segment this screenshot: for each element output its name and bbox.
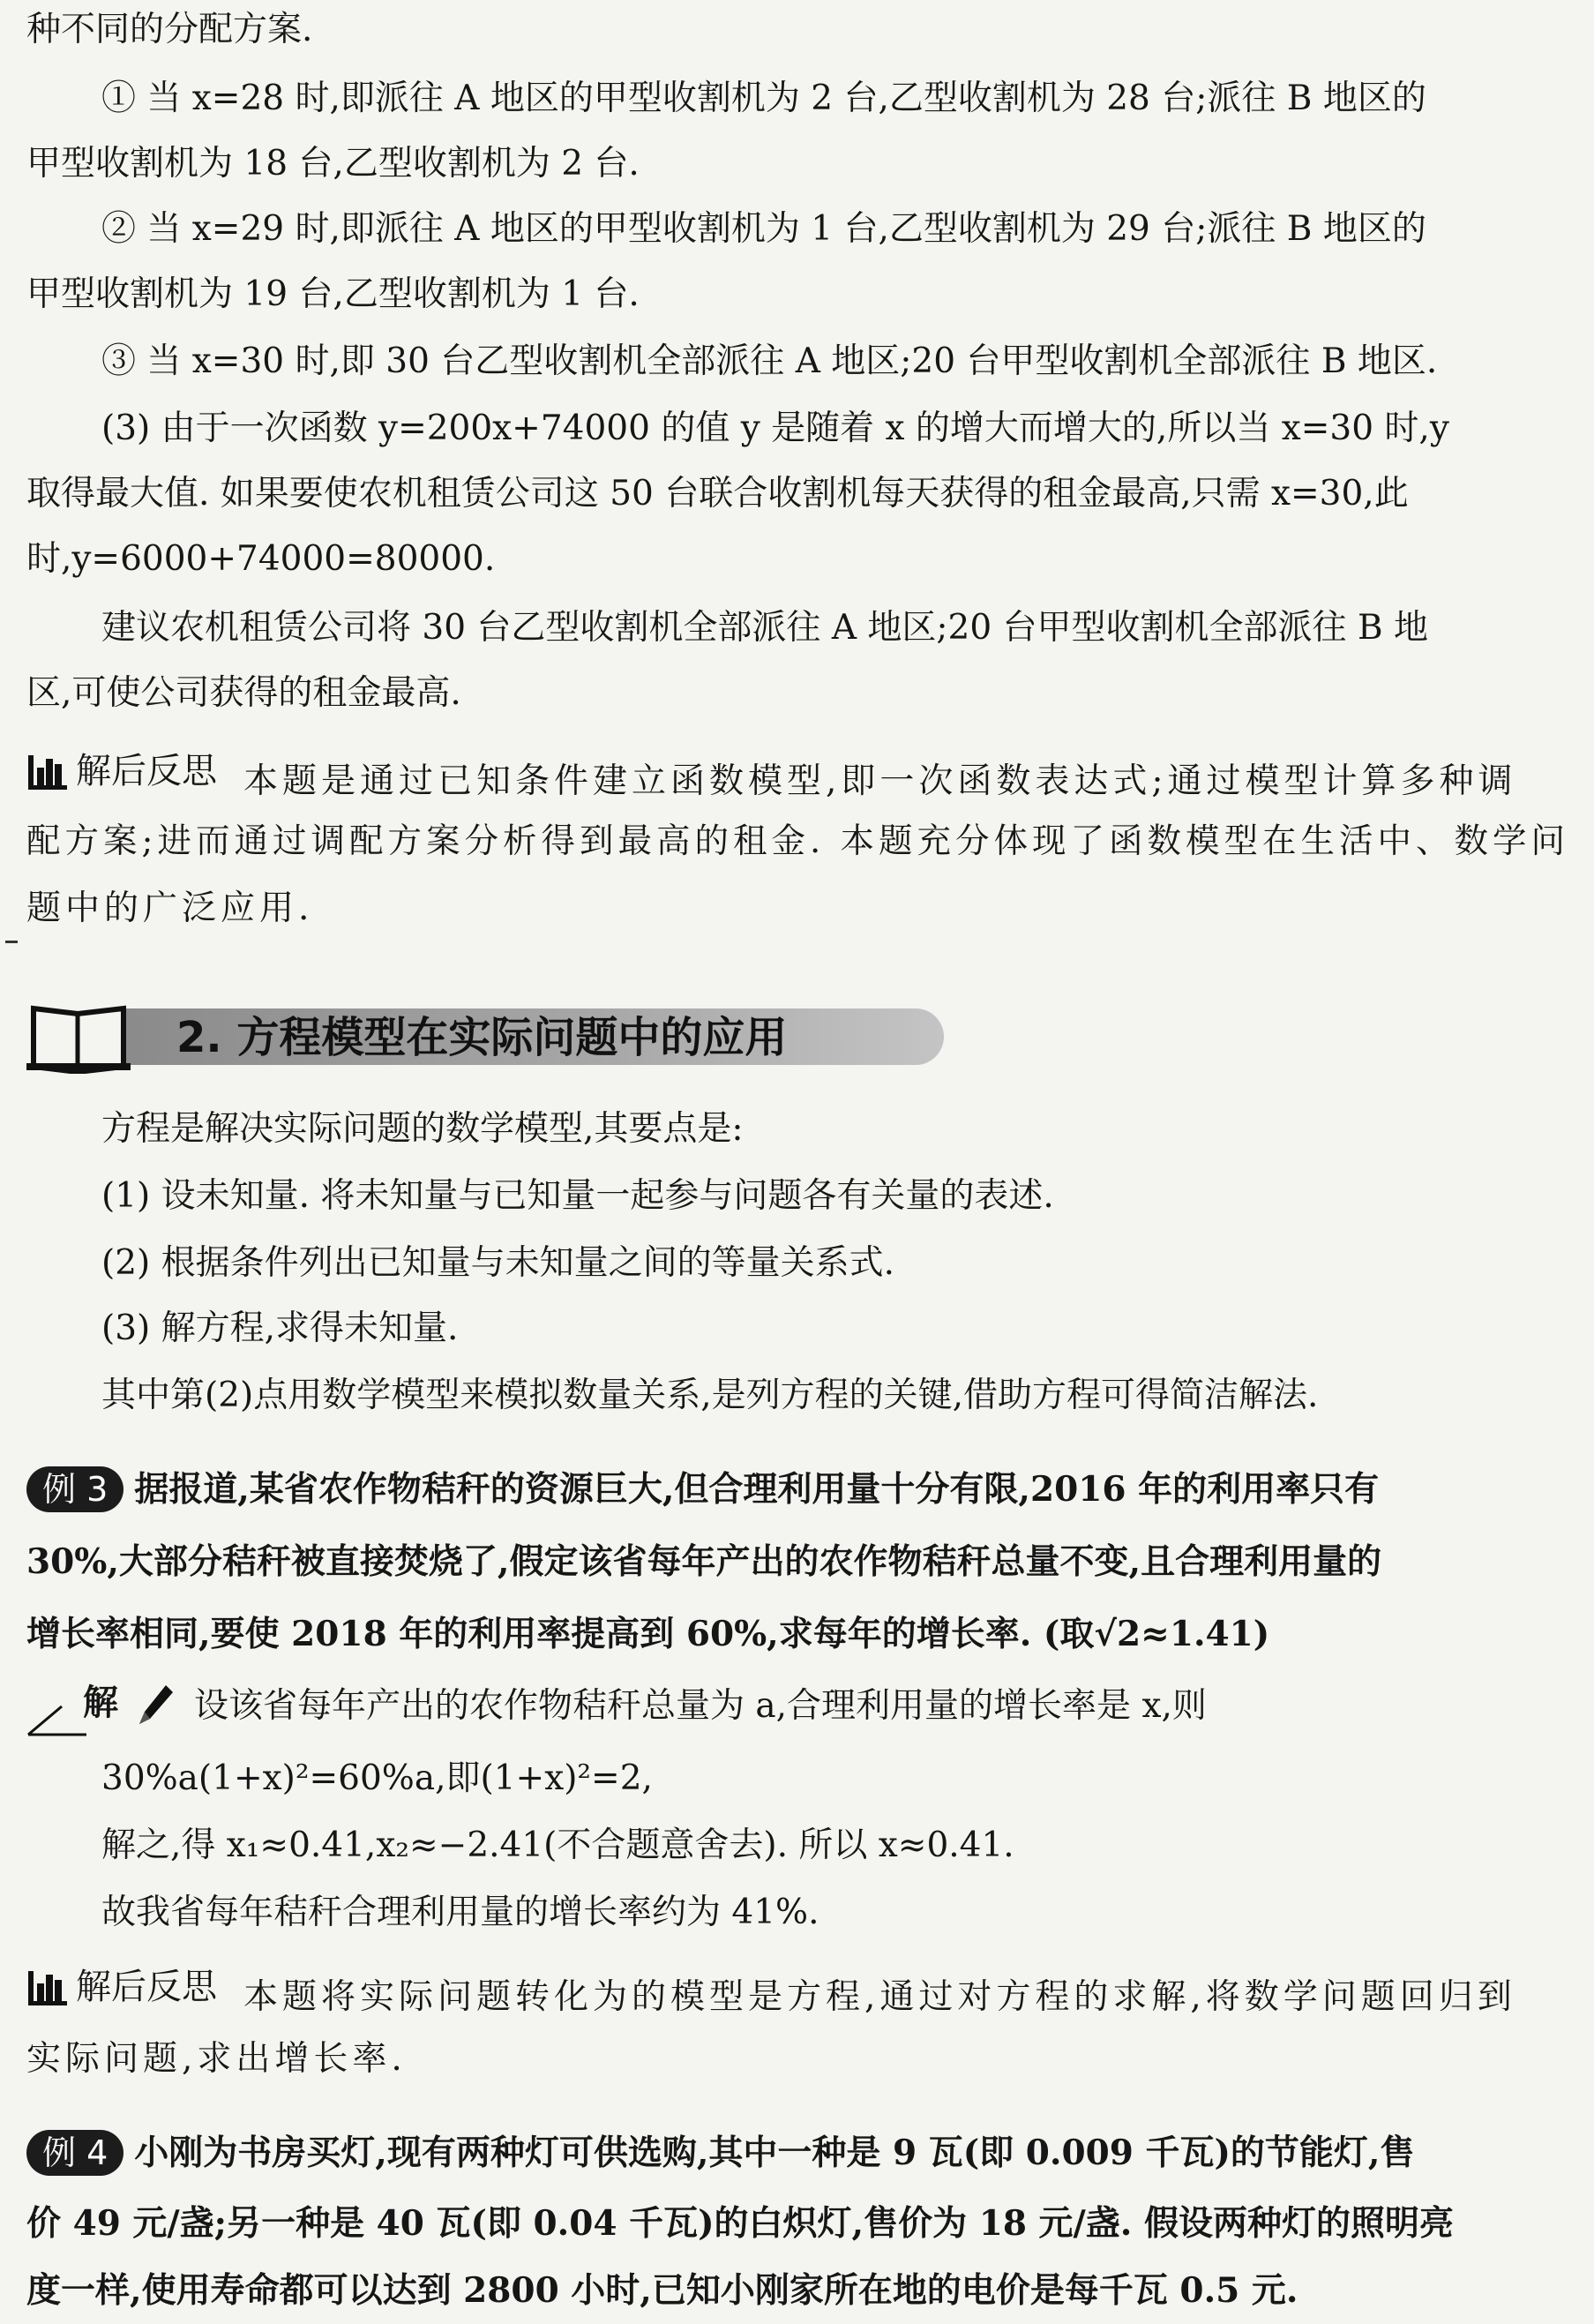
solution-label	[26, 1676, 185, 1738]
book-chart-icon	[26, 750, 69, 792]
text-line: (3) 解方程,求得未知量.	[101, 1308, 459, 1348]
example-badge: 例 4	[26, 2130, 123, 2176]
text-line: 其中第(2)点用数学模型来模拟数量关系,是列方程的关键,借助方程可得简洁解法.	[101, 1376, 1319, 1415]
solution-line: 30%a(1+x)²=60%a,即(1+x)²=2,	[101, 1758, 653, 1798]
text-line: ① 当 x=28 时,即派往 A 地区的甲型收割机为 2 台,乙型收割机为 28 台;派往 B 地区的	[101, 79, 1426, 118]
reflection-text: 本题将实际问题转化为的模型是方程,通过对方程的求解,将数学问题回归到	[243, 1977, 1516, 2017]
section-heading	[26, 1001, 926, 1074]
text-line: 取得最大值. 如果要使农机租赁公司这 50 台联合收割机每天获得的租金最高,只需 x=30,此	[26, 474, 1409, 514]
reflection-label	[26, 1964, 217, 2010]
open-book-icon	[26, 1001, 131, 1074]
text-line: 种不同的分配方案.	[26, 10, 313, 49]
example-line: 增长率相同,要使 2018 年的利用率提高到 60%,求每年的增长率. (取√2≈1.41)	[26, 1614, 1270, 1654]
solution-line: 故我省每年秸秆合理利用量的增长率约为 41%.	[101, 1893, 819, 1932]
reflection-text: 本题是通过已知条件建立函数模型,即一次函数表达式;通过模型计算多种调	[243, 761, 1517, 801]
reflection-line	[26, 748, 1579, 805]
example-line	[26, 2130, 1579, 2176]
scan-mark	[5, 941, 18, 943]
text-line: (3) 由于一次函数 y=200x+74000 的值 y 是随着 x 的增大而增大的,所以当 x=30 时,y	[101, 409, 1449, 448]
pen-icon	[132, 1680, 175, 1729]
example-line: 30%,大部分秸秆被直接焚烧了,假定该省每年产出的农作物秸秆总量不变,且合理利用量的	[26, 1541, 1382, 1582]
reflection-line: 配方案;进而通过调配方案分析得到最高的租金. 本题充分体现了函数模型在生活中、数学问	[26, 821, 1569, 861]
reflection-line: 实际问题,求出增长率.	[26, 2039, 407, 2079]
text-line: (2) 根据条件列出已知量与未知量之间的等量关系式.	[101, 1243, 895, 1283]
example-line: 价 49 元/盏;另一种是 40 瓦(即 0.04 千瓦)的白炽灯,售价为 18 元/盏. 假设两种灯的照明亮	[26, 2203, 1454, 2244]
book-chart-icon	[26, 1966, 69, 2008]
text-line: 甲型收割机为 18 台,乙型收割机为 2 台.	[26, 144, 640, 184]
reflection-label	[26, 748, 217, 794]
example-text: 小刚为书房买灯,现有两种灯可供选购,其中一种是 9 瓦(即 0.009 千瓦)的节能灯,售	[134, 2133, 1415, 2173]
example-text: 据报道,某省农作物秸秆的资源巨大,但合理利用量十分有限,2016 年的利用率只有	[134, 1469, 1380, 1510]
text-line: 区,可使公司获得的租金最高.	[26, 673, 461, 713]
reflection-title: 解后反思	[76, 1967, 217, 2007]
text-line: 甲型收割机为 19 台,乙型收割机为 1 台.	[26, 274, 640, 314]
example-badge: 例 3	[26, 1466, 123, 1512]
reflection-line	[26, 1964, 1579, 2020]
section-title: 2. 方程模型在实际问题中的应用	[176, 1013, 788, 1062]
text-line: (1) 设未知量. 将未知量与已知量一起参与问题各有关量的表述.	[101, 1176, 1054, 1216]
text-line: ② 当 x=29 时,即派往 A 地区的甲型收割机为 1 台,乙型收割机为 29 台;派往 B 地区的	[101, 209, 1426, 249]
reflection-line: 题中的广泛应用.	[26, 888, 314, 928]
text-line: 方程是解决实际问题的数学模型,其要点是:	[101, 1109, 744, 1149]
solution-line: 解之,得 x₁≈0.41,x₂≈−2.41(不合题意舍去). 所以 x≈0.41.	[101, 1825, 1014, 1865]
solution-title: 解	[83, 1683, 118, 1723]
text-line: ③ 当 x=30 时,即 30 台乙型收割机全部派往 A 地区;20 台甲型收割机全部派往 B 地区.	[101, 341, 1438, 381]
underline-icon	[26, 1694, 88, 1738]
example-line: 度一样,使用寿命都可以达到 2800 小时,已知小刚家所在地的电价是每千瓦 0.5 元.	[26, 2270, 1298, 2311]
text-line: 建议农机租赁公司将 30 台乙型收割机全部派往 A 地区;20 台甲型收割机全部派往 B 地	[101, 608, 1428, 648]
example-line	[26, 1466, 1579, 1512]
solution-line: 设该省每年产出的农作物秸秆总量为 a,合理利用量的增长率是 x,则	[194, 1686, 1207, 1726]
text-line: 时,y=6000+74000=80000.	[26, 539, 496, 579]
reflection-title: 解后反思	[76, 751, 217, 791]
